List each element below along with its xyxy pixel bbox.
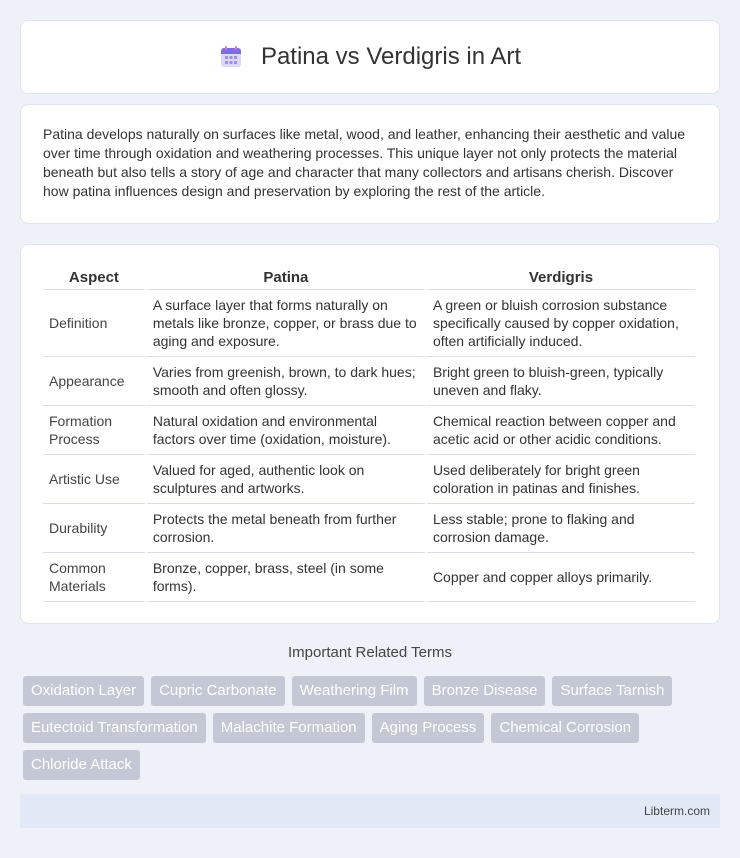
- table-row: [43, 290, 695, 357]
- header-card: [20, 20, 720, 94]
- page-title: Patina vs Verdigris in Art: [260, 43, 522, 70]
- related-term-tag[interactable]: Chemical Corrosion: [491, 713, 639, 743]
- row-verdigris: Copper and copper alloys primarily.: [427, 553, 695, 602]
- related-term-tag[interactable]: Surface Tarnish: [552, 676, 672, 706]
- row-verdigris: Less stable; prone to flaking and corrosion damage.: [427, 504, 695, 553]
- row-aspect: Definition: [43, 290, 145, 357]
- related-term-tag[interactable]: Aging Process: [372, 713, 485, 743]
- table-row: [43, 553, 695, 602]
- related-term-tag[interactable]: Malachite Formation: [213, 713, 365, 743]
- row-verdigris: Chemical reaction between copper and acetic acid or other acidic conditions.: [427, 406, 695, 455]
- comparison-table: [41, 263, 697, 602]
- row-aspect: Formation Process: [43, 406, 145, 455]
- row-patina: Varies from greenish, brown, to dark hues; smooth and often glossy.: [147, 357, 425, 406]
- related-term-tag[interactable]: Weathering Film: [292, 676, 417, 706]
- related-term-tag[interactable]: Bronze Disease: [424, 676, 546, 706]
- related-terms-title: Important Related Terms: [288, 644, 452, 661]
- header-verdigris: Verdigris: [427, 263, 695, 290]
- related-term-tag[interactable]: Cupric Carbonate: [151, 676, 285, 706]
- row-patina: Valued for aged, authentic look on sculptures and artworks.: [147, 455, 425, 504]
- table-header-row: [43, 263, 695, 290]
- related-term-tag[interactable]: Eutectoid Transformation: [23, 713, 206, 743]
- row-patina: A surface layer that forms naturally on metals like bronze, copper, or brass due to aging and exposure.: [147, 290, 425, 357]
- related-terms-list: [23, 676, 713, 780]
- comparison-table-card: [20, 244, 720, 624]
- intro-text: Patina develops naturally on surfaces like metal, wood, and leather, enhancing their aesthetic and value over time through oxidation and weathering processes. This unique layer not only protects the material beneath but also tells a story of age and character that many collectors and artisans cherish. Discover how patina influences design and preservation by exploring the rest of the article.: [43, 126, 686, 199]
- footer-site-link[interactable]: Libterm.com: [643, 804, 710, 818]
- header-patina: Patina: [147, 263, 425, 290]
- row-aspect: Durability: [43, 504, 145, 553]
- row-aspect: Common Materials: [43, 553, 145, 602]
- related-term-tag[interactable]: Oxidation Layer: [23, 676, 144, 706]
- table-row: [43, 455, 695, 504]
- row-patina: Natural oxidation and environmental factors over time (oxidation, moisture).: [147, 406, 425, 455]
- row-verdigris: A green or bluish corrosion substance specifically caused by copper oxidation, often artificially induced.: [427, 290, 695, 357]
- calendar-icon: [219, 45, 243, 69]
- intro-card: [20, 104, 720, 224]
- header-aspect: Aspect: [43, 263, 145, 290]
- row-aspect: Artistic Use: [43, 455, 145, 504]
- table-row: [43, 357, 695, 406]
- table-row: [43, 406, 695, 455]
- row-verdigris: Bright green to bluish-green, typically uneven and flaky.: [427, 357, 695, 406]
- row-patina: Bronze, copper, brass, steel (in some forms).: [147, 553, 425, 602]
- row-aspect: Appearance: [43, 357, 145, 406]
- row-patina: Protects the metal beneath from further corrosion.: [147, 504, 425, 553]
- row-verdigris: Used deliberately for bright green coloration in patinas and finishes.: [427, 455, 695, 504]
- related-term-tag[interactable]: Chloride Attack: [23, 750, 140, 780]
- footer: [20, 794, 720, 828]
- table-row: [43, 504, 695, 553]
